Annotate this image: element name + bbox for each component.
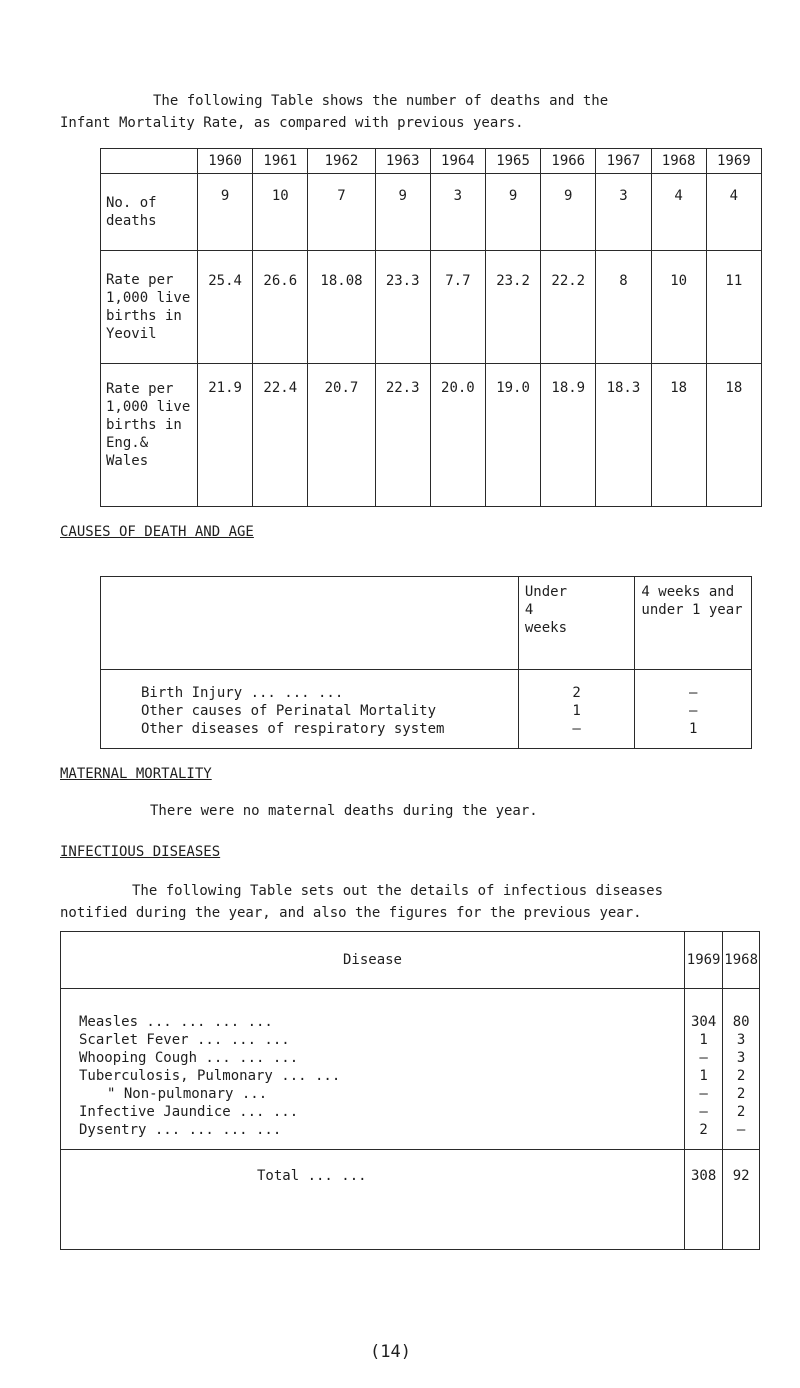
disease-label: Dysentry ... ... ... ... <box>79 1122 282 1138</box>
value-cell: 9 <box>198 174 253 251</box>
causes-body-row <box>101 670 752 749</box>
count-value: – <box>688 703 698 719</box>
header-line: under 1 year <box>641 602 743 618</box>
count-value: 2 <box>572 685 581 701</box>
value-cell: 18.9 <box>541 364 596 507</box>
value-cell: 20.0 <box>430 364 485 507</box>
empty-header-cell <box>101 149 198 174</box>
header-line: 4 weeks and <box>641 584 735 600</box>
year-header: 1966 <box>541 149 596 174</box>
value-cell: 18.3 <box>596 364 651 507</box>
disease-label: Infective Jaundice ... ... <box>79 1104 299 1120</box>
cause-label: Birth Injury ... ... ... <box>141 685 344 701</box>
count-value: 2 <box>736 1104 746 1120</box>
value-cell: 4 <box>651 174 706 251</box>
count-value: 1 <box>688 721 698 737</box>
year-1968-header: 1968 <box>723 932 760 989</box>
value-cell: 10 <box>253 174 308 251</box>
disease-label: " Non-pulmonary ... <box>107 1086 268 1102</box>
page-number: (14) <box>370 1342 411 1362</box>
row-label-line: Eng.& Wales <box>106 435 149 469</box>
year-header: 1962 <box>308 149 375 174</box>
count-value: – <box>736 1122 746 1138</box>
count-value: 2 <box>736 1068 746 1084</box>
value-cell: 18 <box>706 364 761 507</box>
value-cell: 26.6 <box>253 251 308 364</box>
row-label <box>101 174 198 251</box>
infectious-header-row <box>61 932 760 989</box>
total-label: Total ... ... <box>61 1150 685 1250</box>
row-label-line: Rate per <box>106 381 174 397</box>
infectious-intro-line: The following Table sets out the details of infectious diseases <box>132 883 664 899</box>
count-value: – <box>699 1104 708 1120</box>
year-header: 1967 <box>596 149 651 174</box>
count-value: – <box>699 1050 708 1066</box>
count-value: 1 <box>572 703 581 719</box>
value-cell: 18.08 <box>308 251 375 364</box>
year-1968-column <box>723 989 760 1150</box>
england-wales-rate-row <box>101 364 762 507</box>
under-1-year-column <box>635 670 752 749</box>
count-value: 3 <box>736 1050 746 1066</box>
infectious-body-row <box>61 989 760 1150</box>
disease-label: Tuberculosis, Pulmonary ... ... <box>79 1068 341 1084</box>
causes-heading: CAUSES OF DEATH AND AGE <box>60 524 254 540</box>
under-4-weeks-header <box>518 577 635 670</box>
year-header: 1969 <box>706 149 761 174</box>
value-cell: 18 <box>651 364 706 507</box>
intro-line: Infant Mortality Rate, as compared with previous years. <box>60 115 524 131</box>
under-1-year-header <box>635 577 752 670</box>
count-value: – <box>572 721 581 737</box>
year-header: 1968 <box>651 149 706 174</box>
row-label <box>101 251 198 364</box>
year-1969-header: 1969 <box>684 932 722 989</box>
intro-paragraph <box>60 90 780 134</box>
row-label-line: births in <box>106 417 182 433</box>
row-label-line: deaths <box>106 213 157 229</box>
value-cell: 3 <box>596 174 651 251</box>
deaths-row <box>101 174 762 251</box>
value-cell: 22.2 <box>541 251 596 364</box>
value-cell: 7.7 <box>430 251 485 364</box>
infectious-heading: INFECTIOUS DISEASES <box>60 844 221 860</box>
value-cell: 22.4 <box>253 364 308 507</box>
value-cell: 23.3 <box>375 251 430 364</box>
count-value: 1 <box>699 1068 708 1084</box>
year-header: 1965 <box>485 149 540 174</box>
count-value: – <box>699 1086 708 1102</box>
row-label-line: Rate per <box>106 272 174 288</box>
infant-mortality-table <box>100 148 762 507</box>
cause-label: Other causes of Perinatal Mortality <box>141 703 437 719</box>
disease-label: Scarlet Fever ... ... ... <box>79 1032 290 1048</box>
total-1969: 308 <box>684 1150 722 1250</box>
value-cell: 11 <box>706 251 761 364</box>
row-label-line: No. of <box>106 195 157 211</box>
row-label <box>101 364 198 507</box>
maternal-text: There were no maternal deaths during the year. <box>150 803 538 819</box>
under-4-weeks-column <box>518 670 635 749</box>
count-value: 3 <box>736 1032 746 1048</box>
year-header-row <box>101 149 762 174</box>
row-label-line: 1,000 live <box>106 399 191 415</box>
value-cell: 23.2 <box>485 251 540 364</box>
value-cell: 25.4 <box>198 251 253 364</box>
year-header: 1961 <box>253 149 308 174</box>
value-cell: 9 <box>541 174 596 251</box>
causes-header-row <box>101 577 752 670</box>
cause-label: Other diseases of respiratory system <box>141 721 445 737</box>
disease-label: Whooping Cough ... ... ... <box>79 1050 299 1066</box>
count-value: 1 <box>699 1032 708 1048</box>
year-header: 1963 <box>375 149 430 174</box>
maternal-heading: MATERNAL MORTALITY <box>60 766 212 782</box>
empty-header-cell <box>101 577 519 670</box>
value-cell: 9 <box>485 174 540 251</box>
year-header: 1960 <box>198 149 253 174</box>
count-value: 2 <box>699 1122 708 1138</box>
count-value: – <box>688 685 698 701</box>
value-cell: 4 <box>706 174 761 251</box>
header-line: weeks <box>524 620 568 636</box>
disease-column <box>61 989 685 1150</box>
value-cell: 20.7 <box>308 364 375 507</box>
yeovil-rate-row <box>101 251 762 364</box>
value-cell: 8 <box>596 251 651 364</box>
row-label-line: births in <box>106 308 182 324</box>
value-cell: 7 <box>308 174 375 251</box>
disease-label: Measles ... ... ... ... <box>79 1014 273 1030</box>
causes-of-death-table <box>100 576 752 749</box>
cause-column <box>101 670 519 749</box>
count-value: 2 <box>736 1086 746 1102</box>
value-cell: 22.3 <box>375 364 430 507</box>
year-header: 1964 <box>430 149 485 174</box>
count-value: 80 <box>732 1014 750 1030</box>
header-line: Under <box>524 584 568 600</box>
value-cell: 3 <box>430 174 485 251</box>
header-line: 4 <box>524 602 534 618</box>
infectious-intro <box>60 880 780 924</box>
infectious-diseases-table <box>60 931 760 1250</box>
year-1969-column <box>684 989 722 1150</box>
value-cell: 9 <box>375 174 430 251</box>
row-label-line: Yeovil <box>106 326 157 342</box>
disease-header: Disease <box>61 932 685 989</box>
count-value: 304 <box>690 1014 717 1030</box>
value-cell: 19.0 <box>485 364 540 507</box>
total-1968: 92 <box>723 1150 760 1250</box>
infectious-intro-line: notified during the year, and also the figures for the previous year. <box>60 905 642 921</box>
intro-line: The following Table shows the number of deaths and the <box>153 93 609 109</box>
total-row <box>61 1150 760 1250</box>
value-cell: 10 <box>651 251 706 364</box>
row-label-line: 1,000 live <box>106 290 191 306</box>
value-cell: 21.9 <box>198 364 253 507</box>
